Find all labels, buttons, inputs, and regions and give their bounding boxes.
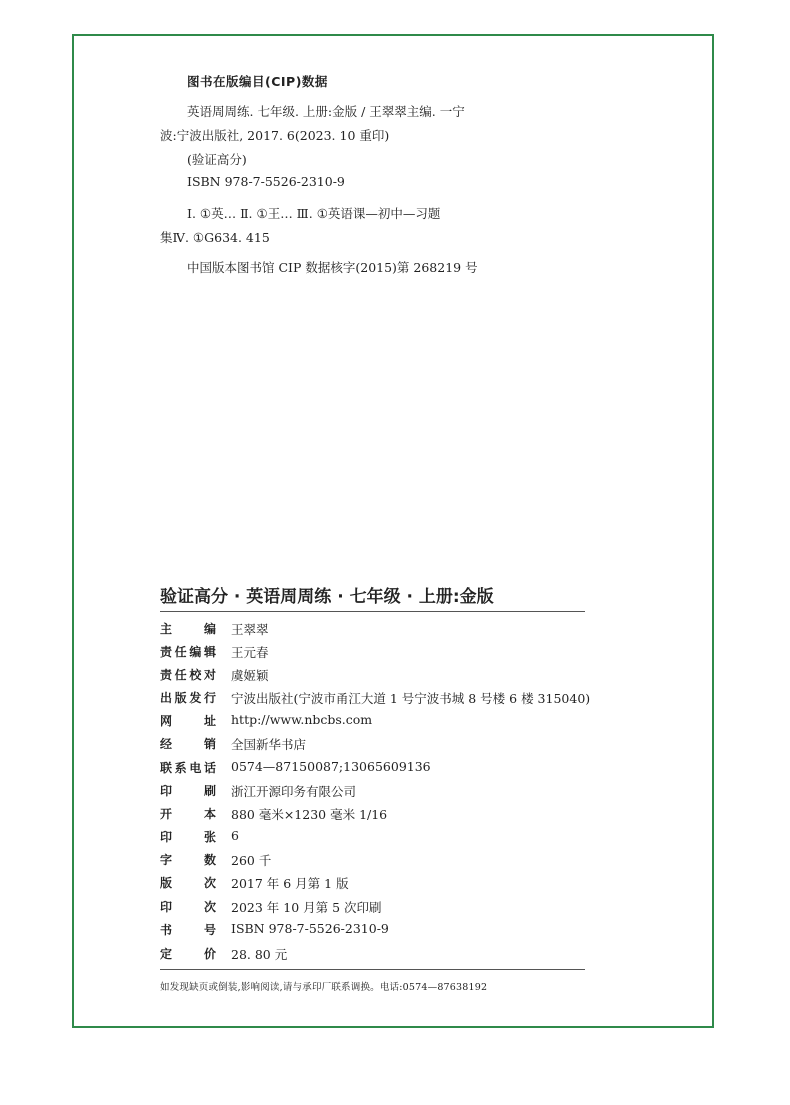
- info-value: 260 千: [231, 853, 272, 868]
- info-value: 2017 年 6 月第 1 版: [231, 876, 349, 891]
- info-label: 联系电话: [160, 761, 216, 775]
- info-label: 字数: [160, 853, 216, 867]
- info-label: 经销: [160, 737, 216, 751]
- info-label: 印张: [160, 830, 216, 844]
- info-value: 28. 80 元: [231, 947, 288, 962]
- info-value: 6: [231, 828, 239, 843]
- info-label: 开本: [160, 807, 216, 821]
- info-label: 主编: [160, 622, 216, 636]
- info-value: 0574—87150087;13065609136: [231, 759, 431, 774]
- info-label: 网址: [160, 714, 216, 728]
- info-value: 880 毫米×1230 毫米 1/16: [231, 807, 388, 822]
- info-label: 责任校对: [160, 668, 216, 682]
- cip-heading: 图书在版编目(CIP)数据: [187, 74, 328, 89]
- title-divider: [160, 611, 585, 612]
- cip-line-4: ISBN 978-7-5526-2310-9: [187, 174, 345, 189]
- info-value: 浙江开源印务有限公司: [231, 784, 357, 799]
- info-label: 定价: [160, 947, 216, 961]
- info-label: 印刷: [160, 784, 216, 798]
- info-value: 王元春: [231, 645, 269, 660]
- info-value: 2023 年 10 月第 5 次印刷: [231, 900, 382, 915]
- info-label: 印次: [160, 900, 216, 914]
- info-value: 全国新华书店: [231, 737, 307, 752]
- info-value: http://www.nbcbs.com: [231, 712, 373, 727]
- cip-line-5: Ⅰ. ①英… Ⅱ. ①王… Ⅲ. ①英语课—初中—习题: [187, 206, 441, 221]
- info-label: 出版发行: [160, 691, 216, 705]
- cip-line-7: 中国版本图书馆 CIP 数据核字(2015)第 268219 号: [187, 260, 478, 275]
- info-label: 书号: [160, 923, 216, 937]
- book-title: 验证高分 · 英语周周练 · 七年级 · 上册:金版: [160, 587, 494, 607]
- cip-line-6: 集Ⅳ. ①G634. 415: [160, 230, 270, 245]
- info-value: ISBN 978-7-5526-2310-9: [231, 921, 389, 936]
- cip-line-3: (验证高分): [187, 152, 247, 167]
- cip-line-2: 波:宁波出版社, 2017. 6(2023. 10 重印): [160, 128, 390, 143]
- info-value: 宁波出版社(宁波市甬江大道 1 号宁波书城 8 号楼 6 楼 315040): [231, 691, 591, 706]
- info-value: 虞姬颖: [231, 668, 269, 683]
- footer-divider: [160, 969, 585, 970]
- info-label: 版次: [160, 876, 216, 890]
- cip-line-1: 英语周周练. 七年级. 上册:金版 / 王翠翠主编. 一宁: [187, 104, 465, 119]
- info-value: 王翠翠: [231, 622, 269, 637]
- info-label: 责任编辑: [160, 645, 216, 659]
- footer-note: 如发现缺页或倒装,影响阅读,请与承印厂联系调换。电话:0574—87638192: [160, 982, 488, 993]
